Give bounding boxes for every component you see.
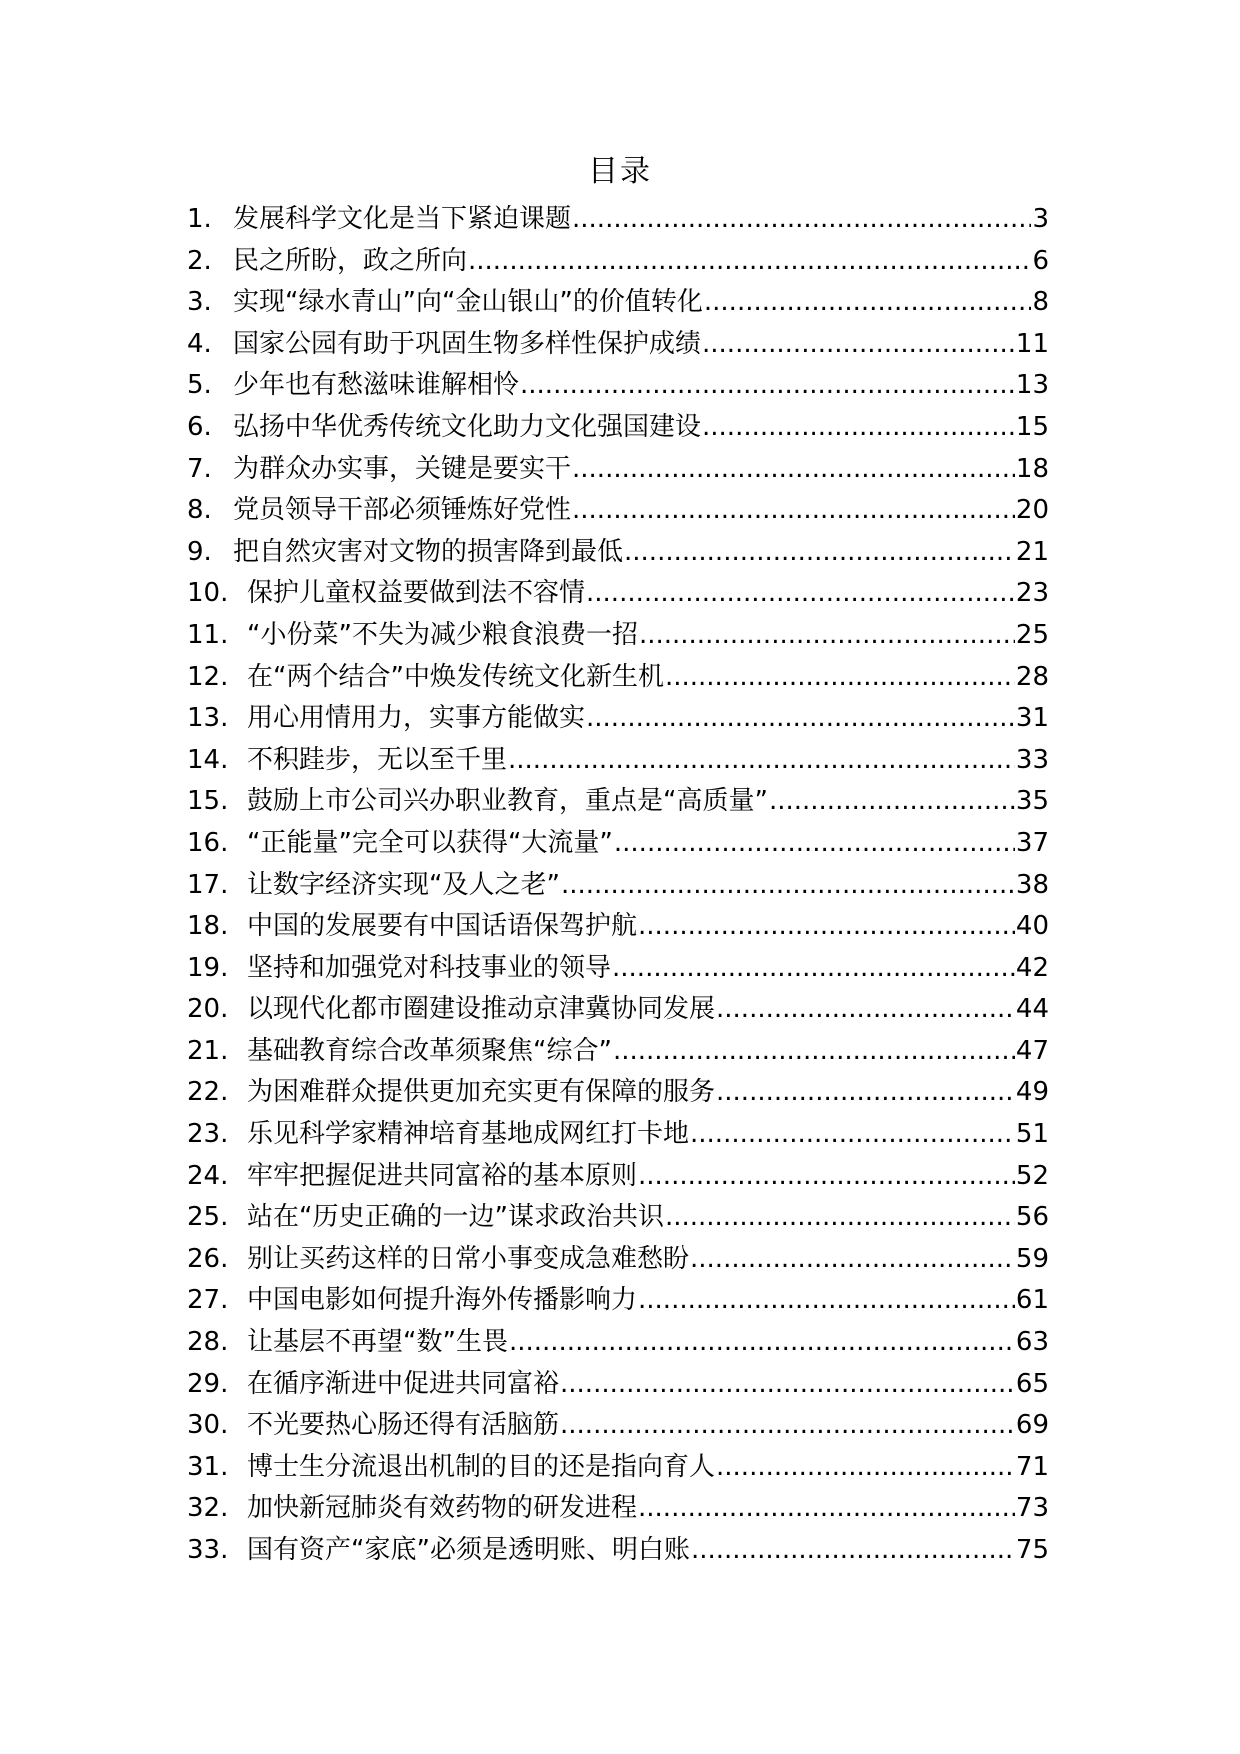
toc-entry-number: 32. bbox=[187, 1493, 229, 1524]
toc-entry[interactable] bbox=[187, 199, 1049, 241]
toc-entry-title: 以现代化都市圈建设推动京津冀协同发展 bbox=[247, 994, 716, 1025]
toc-entry-number: 13. bbox=[187, 703, 229, 734]
toc-entry-page-number: 44 bbox=[1015, 994, 1049, 1025]
toc-entry-page-number: 20 bbox=[1015, 495, 1049, 526]
toc-entry-title: 实现“绿水青山”向“金山银山”的价值转化 bbox=[233, 287, 703, 318]
toc-entry[interactable] bbox=[187, 1364, 1049, 1406]
toc-entry[interactable] bbox=[187, 324, 1049, 366]
toc-entry-number: 19. bbox=[187, 952, 229, 983]
toc-entry-title: 不光要热心肠还得有活脑筋 bbox=[247, 1410, 560, 1441]
toc-entry-leader-dots bbox=[716, 1447, 1015, 1489]
toc-entry[interactable] bbox=[187, 615, 1049, 657]
toc-entry-leader-dots bbox=[572, 449, 1015, 491]
toc-entry-leader-dots bbox=[468, 241, 1031, 283]
toc-entry-title: 为困难群众提供更加充实更有保障的服务 bbox=[247, 1077, 716, 1108]
toc-entry-title: 为群众办实事，关键是要实干 bbox=[233, 453, 572, 484]
toc-entry-title: 中国的发展要有中国话语保驾护航 bbox=[247, 911, 638, 942]
toc-entry-number: 33. bbox=[187, 1535, 229, 1565]
toc-entry-leader-dots bbox=[665, 657, 1015, 699]
toc-entry[interactable] bbox=[187, 698, 1049, 740]
toc-entry[interactable] bbox=[187, 948, 1049, 990]
toc-entry[interactable] bbox=[187, 823, 1049, 865]
toc-entry-leader-dots bbox=[769, 781, 1015, 823]
toc-entry-number: 20. bbox=[187, 994, 229, 1025]
toc-entry-page-number: 52 bbox=[1015, 1160, 1049, 1191]
toc-entry-page-number: 38 bbox=[1015, 869, 1049, 900]
toc-entry-number: 28. bbox=[187, 1327, 229, 1358]
toc-entry-title: 把自然灾害对文物的损害降到最低 bbox=[233, 536, 624, 567]
toc-entry-leader-dots bbox=[586, 573, 1015, 615]
toc-entry-page-number: 31 bbox=[1015, 703, 1049, 734]
toc-entry-page-number: 25 bbox=[1015, 619, 1049, 650]
toc-entry-leader-dots bbox=[560, 1405, 1015, 1447]
toc-entry[interactable] bbox=[187, 1114, 1049, 1156]
toc-entry-leader-dots bbox=[572, 199, 1031, 241]
toc-entry-page-number: 21 bbox=[1015, 536, 1049, 567]
toc-entry-title: 弘扬中华优秀传统文化助力文化强国建设 bbox=[233, 411, 702, 442]
toc-entry-title: 坚持和加强党对科技事业的领导 bbox=[247, 952, 612, 983]
toc-entry[interactable] bbox=[187, 365, 1049, 407]
toc-entry-leader-dots bbox=[624, 532, 1015, 574]
toc-entry[interactable] bbox=[187, 407, 1049, 449]
toc-entry-leader-dots bbox=[691, 1530, 1015, 1572]
toc-entry-title: 保护儿童权益要做到法不容情 bbox=[247, 578, 586, 609]
toc-entry-title: 不积跬步，无以至千里 bbox=[247, 744, 508, 775]
toc-entry-leader-dots bbox=[702, 407, 1015, 449]
toc-entry-page-number: 35 bbox=[1015, 786, 1049, 817]
toc-entry[interactable] bbox=[187, 865, 1049, 907]
toc-entry-title: “小份菜”不失为减少粮食浪费一招 bbox=[247, 619, 638, 650]
toc-entry-page-number: 42 bbox=[1015, 952, 1049, 983]
toc-entry-number: 25. bbox=[187, 1202, 229, 1233]
toc-entry-number: 4. bbox=[187, 328, 212, 359]
toc-entry-leader-dots bbox=[704, 282, 1032, 324]
toc-entry[interactable] bbox=[187, 989, 1049, 1031]
toc-entry[interactable] bbox=[187, 781, 1049, 823]
toc-entry-number: 14. bbox=[187, 744, 229, 775]
toc-entry[interactable] bbox=[187, 1156, 1049, 1198]
toc-entry-number: 30. bbox=[187, 1410, 229, 1441]
toc-entry-page-number: 23 bbox=[1015, 578, 1049, 609]
toc-entry-title: 用心用情用力，实事方能做实 bbox=[247, 703, 586, 734]
toc-entry-title: 国家公园有助于巩固生物多样性保护成绩 bbox=[233, 328, 702, 359]
toc-entry-title: 鼓励上市公司兴办职业教育，重点是“高质量” bbox=[247, 786, 768, 817]
toc-entry-leader-dots bbox=[690, 1239, 1015, 1281]
toc-entry-title: 加快新冠肺炎有效药物的研发进程 bbox=[247, 1493, 638, 1524]
toc-entry-leader-dots bbox=[613, 1031, 1015, 1073]
toc-entry[interactable] bbox=[187, 1239, 1049, 1281]
toc-entry-leader-dots bbox=[716, 1072, 1015, 1114]
toc-entry-number: 17. bbox=[187, 869, 229, 900]
toc-entry-leader-dots bbox=[638, 1156, 1015, 1198]
toc-entry-number: 18. bbox=[187, 911, 229, 942]
toc-entry[interactable] bbox=[187, 573, 1049, 615]
toc-entry-number: 3. bbox=[187, 287, 212, 318]
toc-entry-number: 8. bbox=[187, 495, 212, 526]
toc-entry[interactable] bbox=[187, 657, 1049, 699]
toc-entry-leader-dots bbox=[702, 324, 1015, 366]
toc-entry-number: 5. bbox=[187, 370, 212, 401]
toc-entry[interactable] bbox=[187, 1488, 1049, 1530]
toc-entry-page-number: 18 bbox=[1015, 453, 1049, 484]
toc-entry-page-number: 51 bbox=[1015, 1119, 1049, 1150]
toc-entry-page-number: 59 bbox=[1015, 1243, 1049, 1274]
toc-entry-title: 牢牢把握促进共同富裕的基本原则 bbox=[247, 1160, 638, 1191]
toc-entry-page-number: 56 bbox=[1015, 1202, 1049, 1233]
toc-entry-number: 7. bbox=[187, 453, 212, 484]
toc-entry[interactable] bbox=[187, 740, 1049, 782]
toc-entry-title: 少年也有愁滋味谁解相怜 bbox=[233, 370, 520, 401]
toc-entry-leader-dots bbox=[561, 865, 1015, 907]
toc-entry-page-number: 37 bbox=[1015, 827, 1049, 858]
toc-entry[interactable] bbox=[187, 241, 1049, 283]
toc-entry-number: 10. bbox=[187, 578, 229, 609]
toc-entry[interactable] bbox=[187, 1031, 1049, 1073]
toc-entry[interactable] bbox=[187, 906, 1049, 948]
toc-entry-number: 11. bbox=[187, 619, 229, 650]
toc-list bbox=[187, 199, 1049, 1572]
toc-entry[interactable] bbox=[187, 532, 1049, 574]
toc-entry-number: 23. bbox=[187, 1119, 229, 1150]
toc-entry[interactable] bbox=[187, 490, 1049, 532]
toc-entry-page-number: 40 bbox=[1015, 911, 1049, 942]
toc-entry-page-number: 13 bbox=[1015, 370, 1049, 401]
toc-entry-title: 发展科学文化是当下紧迫课题 bbox=[233, 204, 572, 234]
toc-entry-title: 国有资产“家底”必须是透明账、明白账 bbox=[247, 1535, 690, 1565]
toc-entry-number: 12. bbox=[187, 661, 229, 692]
toc-entry[interactable] bbox=[187, 1072, 1049, 1114]
toc-entry-page-number: 33 bbox=[1015, 744, 1049, 775]
toc-entry-number: 21. bbox=[187, 1035, 229, 1066]
toc-entry-page-number: 73 bbox=[1015, 1493, 1049, 1524]
toc-entry-leader-dots bbox=[638, 1488, 1015, 1530]
toc-entry-leader-dots bbox=[560, 1364, 1015, 1406]
toc-entry-page-number: 3 bbox=[1032, 204, 1049, 234]
toc-entry-leader-dots bbox=[690, 1114, 1015, 1156]
toc-entry-title: 在“两个结合”中焕发传统文化新生机 bbox=[247, 661, 664, 692]
toc-title: 目录 bbox=[588, 154, 652, 189]
toc-entry-page-number: 11 bbox=[1015, 328, 1049, 359]
toc-entry-leader-dots bbox=[638, 1280, 1015, 1322]
toc-entry-number: 22. bbox=[187, 1077, 229, 1108]
toc-entry-leader-dots bbox=[716, 989, 1015, 1031]
toc-entry-page-number: 15 bbox=[1015, 411, 1049, 442]
toc-entry-title: 基础教育综合改革须聚焦“综合” bbox=[247, 1035, 612, 1066]
toc-entry-page-number: 75 bbox=[1015, 1535, 1049, 1565]
toc-entry-number: 1. bbox=[187, 204, 212, 234]
toc-entry-leader-dots bbox=[639, 615, 1015, 657]
toc-entry-title: 让数字经济实现“及人之老” bbox=[247, 869, 560, 900]
toc-entry-title: 站在“历史正确的一边”谋求政治共识 bbox=[247, 1202, 664, 1233]
toc-entry-number: 26. bbox=[187, 1243, 229, 1274]
toc-entry-number: 15. bbox=[187, 786, 229, 817]
toc-entry[interactable] bbox=[187, 1405, 1049, 1447]
toc-entry-page-number: 8 bbox=[1032, 287, 1049, 318]
toc-entry-title: 民之所盼，政之所向 bbox=[233, 245, 468, 276]
toc-entry-number: 16. bbox=[187, 827, 229, 858]
toc-entry-leader-dots bbox=[572, 490, 1015, 532]
toc-entry-title: 中国电影如何提升海外传播影响力 bbox=[247, 1285, 638, 1316]
toc-entry-leader-dots bbox=[612, 948, 1015, 990]
toc-entry-number: 31. bbox=[187, 1451, 229, 1482]
toc-entry[interactable] bbox=[187, 1322, 1049, 1364]
toc-entry-leader-dots bbox=[520, 365, 1015, 407]
toc-entry-title: “正能量”完全可以获得“大流量” bbox=[247, 827, 613, 858]
toc-entry[interactable] bbox=[187, 1197, 1049, 1239]
toc-entry-title: 乐见科学家精神培育基地成网红打卡地 bbox=[247, 1119, 690, 1150]
toc-entry-leader-dots bbox=[509, 1322, 1015, 1364]
toc-entry-page-number: 61 bbox=[1015, 1285, 1049, 1316]
toc-entry-number: 29. bbox=[187, 1368, 229, 1399]
toc-entry-leader-dots bbox=[665, 1197, 1015, 1239]
toc-entry-page-number: 69 bbox=[1015, 1410, 1049, 1441]
toc-entry-number: 27. bbox=[187, 1285, 229, 1316]
toc-entry-number: 6. bbox=[187, 411, 212, 442]
toc-entry[interactable] bbox=[187, 449, 1049, 491]
toc-entry-page-number: 6 bbox=[1032, 245, 1049, 276]
toc-entry[interactable] bbox=[187, 282, 1049, 324]
toc-entry-leader-dots bbox=[508, 740, 1015, 782]
toc-entry-title: 别让买药这样的日常小事变成急难愁盼 bbox=[247, 1243, 690, 1274]
toc-entry-page-number: 63 bbox=[1015, 1327, 1049, 1358]
toc-entry-title: 在循序渐进中促进共同富裕 bbox=[247, 1368, 560, 1399]
toc-entry-page-number: 47 bbox=[1015, 1035, 1049, 1066]
toc-entry-title: 让基层不再望“数”生畏 bbox=[247, 1327, 508, 1358]
toc-entry-number: 24. bbox=[187, 1160, 229, 1191]
toc-entry[interactable] bbox=[187, 1530, 1049, 1572]
toc-entry-page-number: 28 bbox=[1015, 661, 1049, 692]
toc-entry-leader-dots bbox=[586, 698, 1015, 740]
toc-entry-number: 2. bbox=[187, 245, 212, 276]
toc-entry-number: 9. bbox=[187, 536, 212, 567]
toc-entry-page-number: 49 bbox=[1015, 1077, 1049, 1108]
toc-entry-leader-dots bbox=[638, 906, 1015, 948]
toc-entry-page-number: 71 bbox=[1015, 1451, 1049, 1482]
toc-entry-title: 党员领导干部必须锤炼好党性 bbox=[233, 495, 572, 526]
toc-entry[interactable] bbox=[187, 1280, 1049, 1322]
toc-entry[interactable] bbox=[187, 1447, 1049, 1489]
toc-entry-page-number: 65 bbox=[1015, 1368, 1049, 1399]
toc-entry-title: 博士生分流退出机制的目的还是指向育人 bbox=[247, 1451, 716, 1482]
toc-entry-leader-dots bbox=[614, 823, 1015, 865]
